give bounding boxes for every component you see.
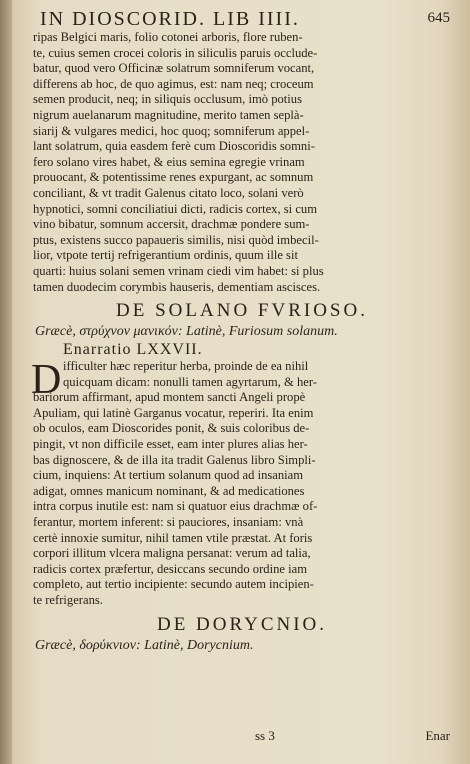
- text-line: ripas Belgici maris, folio cotonei arboris, flore ruben-: [33, 30, 303, 44]
- text-line: differens ab hoc, de quo agimus, est: nam neq; croceum: [33, 76, 314, 91]
- running-title: IN DIOSCORID. LIB IIII.: [40, 8, 300, 30]
- text-line: te refrigerans.: [33, 593, 103, 607]
- text-line: lant solatrum, quia easdem ferè cum Dioscoridis somni-: [33, 139, 315, 154]
- text-line: bariorum affirmant, apud montem sancti Angeli propè: [33, 390, 306, 405]
- text-line: certè innoxie sumitur, nihil tamen vtile præstat. At foris: [33, 530, 313, 545]
- text-line: vino bibatur, somnum accersit, drachmæ pondere sum-: [33, 217, 310, 232]
- text-line: pingit, vt non difficile esset, eam inter plures alias her-: [33, 437, 308, 452]
- text-line: batur, quod vero Officinæ solatrum somniferum vocant,: [33, 61, 315, 76]
- text-line: semen producit, neq; in siliquis occlusum, imò potius: [33, 92, 302, 107]
- section-title-dorycnio: DE DORYCNIO.: [156, 613, 328, 635]
- text-line: quicquam dicam: nonulli tamen agyrtarum, & her-: [63, 374, 317, 389]
- text-line: ptus, existens succo papaueris similis, nisi quòd imbecil-: [33, 232, 319, 247]
- text-line: quarti: huius solani semen vrinam ciedi vim habet: si plus: [33, 263, 324, 278]
- catchword: Enar: [425, 728, 450, 743]
- text-line: tamen duodecim corymbis hauseris, dementiam ascisces.: [33, 279, 321, 294]
- text-line: hypnotici, somni conciliatiui dicti, radicis cortex, si cum: [33, 201, 317, 216]
- text-body: [33, 30, 451, 655]
- running-header: [40, 8, 450, 30]
- signature-mark: ss 3: [255, 728, 275, 743]
- text-line: ifficulter hæc reperitur herba, proinde de ea nihil: [63, 359, 309, 374]
- text-line: prouocant, & potentissime renes expurgant, ac somnum: [33, 170, 314, 185]
- page-footer: [40, 728, 450, 746]
- text-line: siarij & vulgares medici, hoc quoq; somniferum appel-: [33, 123, 310, 138]
- section-subtitle: Græcè, στρύχνον μανικόν: Latinè, Furiosum solanum.: [35, 324, 338, 340]
- text-line: cium, inquiens: At tertium solanum quod ad insaniam: [33, 468, 304, 483]
- text-line: conciliant, & vt tradit Galenus citato loco, solani verò: [33, 185, 304, 200]
- text-line: Apuliam, qui latinè Garganus vocatur, reperiri. Ita enim: [33, 405, 314, 420]
- page-number: 645: [427, 10, 450, 26]
- text-line: intra corpus inutile est: nam si quatuor eius drachmæ of-: [33, 499, 318, 514]
- text-line: te, cuius semen crocei coloris in siliculis paruis occlude-: [33, 45, 318, 60]
- paragraph-enarratio: [33, 359, 451, 609]
- text-line: lior, vtpote tertij refrigerantium ordinis, quum ille sit: [33, 248, 298, 263]
- binding-gutter: [0, 0, 12, 764]
- text-line: bas dignoscere, & de illa ita tradit Galenus libro Simpli-: [33, 452, 316, 467]
- section-title-solano-furioso: DE SOLANO FVRIOSO.: [116, 300, 368, 322]
- text-line: corpori illitum vlcera maligna persanat: verum ad talia,: [33, 546, 311, 561]
- text-line: ferantur, mortem inferent: si pauciores, insaniam: vnà: [33, 515, 304, 530]
- paragraph-continued: [33, 30, 451, 295]
- text-line: fero solano vires habet, & eius semina egregie vrinam: [33, 154, 305, 169]
- text-line: completo, aut tertio incipiente: secundo autem incipien-: [33, 577, 314, 592]
- drop-cap: D: [31, 357, 62, 404]
- enarratio-heading: Enarratio LXXVII.: [63, 341, 203, 359]
- text-line: radicis cortex præfertur, desiccans secundo ordine iam: [33, 561, 308, 576]
- text-line: adigat, omnes manicum nominant, & ad medicationes: [33, 483, 305, 498]
- section-subtitle: Græcè, δορύκνιον: Latinè, Dorycnium.: [35, 637, 254, 653]
- text-line: ob oculos, eam Dioscorides ponit, & suis coloribus de-: [33, 421, 310, 436]
- text-line: nigrum auelanarum magnitudine, merito tamen seplà-: [33, 107, 304, 122]
